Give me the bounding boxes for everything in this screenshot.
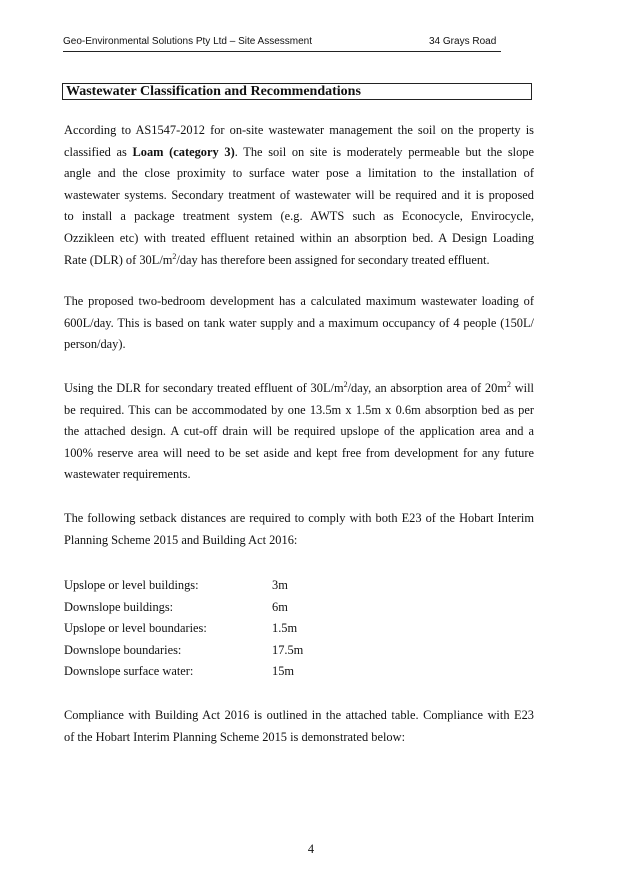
- setback-value: 3m: [272, 578, 288, 592]
- setback-label: Downslope buildings:: [64, 599, 174, 614]
- header-address: 34 Grays Road: [429, 36, 497, 47]
- page-number: 4: [307, 842, 315, 856]
- text-line: 600L/day. This is based on tank water supply and a maximum occupancy of 4 people (150L/: [64, 315, 534, 330]
- section-title: Wastewater Classification and Recommendations: [62, 83, 532, 100]
- setback-row: [64, 575, 464, 597]
- page-header: [63, 36, 501, 52]
- setback-list: [64, 575, 464, 683]
- text-line: 100% reserve area will need to be set aside and kept free from development for any future: [64, 445, 534, 460]
- text-line: Planning Scheme 2015 and Building Act 2016:: [64, 532, 298, 547]
- setback-value: 15m: [272, 664, 295, 679]
- setback-row: [64, 640, 464, 662]
- text-line: the attached design. A cut-off drain will be required upslope of the application area and a: [64, 424, 534, 439]
- text-line: be required. This can be accommodated by one 13.5m x 1.5m x 0.6m absorption bed as per: [64, 402, 534, 417]
- paragraph-soil-classification: [64, 120, 534, 271]
- setback-value: 6m: [272, 599, 288, 614]
- text-line: wastewater systems. Secondary treatment of wastewater will be required and it is proposed: [64, 187, 534, 202]
- header-company: Geo-Environmental Solutions Pty Ltd – Site Assessment: [63, 36, 313, 47]
- paragraph-absorption-area: [64, 378, 534, 486]
- setback-label: Upslope or level buildings:: [64, 578, 199, 592]
- text-line: angle and the close proximity to surface water pose a limitation to the installation of: [64, 166, 534, 181]
- text-line: to install a package treatment system (e.g. AWTS such as Econocycle, Envirocycle,: [64, 209, 534, 224]
- text-line: of the Hobart Interim Planning Scheme 2015 is demonstrated below:: [64, 729, 406, 744]
- setback-value: 1.5m: [272, 621, 298, 636]
- text-line: wastewater requirements.: [64, 467, 191, 482]
- text-line: classified as Loam (category 3). The soil on site is moderately permeable but the slope: [64, 144, 534, 159]
- setback-label: Upslope or level boundaries:: [64, 621, 207, 636]
- text-line: Compliance with Building Act 2016 is outlined in the attached table. Compliance with E23: [64, 708, 534, 722]
- text-line: The following setback distances are required to comply with both E23 of the Hobart Interim: [64, 511, 534, 525]
- text-line: person/day).: [64, 337, 126, 352]
- setback-label: Downslope boundaries:: [64, 642, 182, 657]
- setback-row: [64, 661, 464, 683]
- soil-category: Loam (category 3): [132, 144, 235, 159]
- setback-value: 17.5m: [272, 642, 304, 657]
- text-line: Using the DLR for secondary treated effluent of $30L/m^2$/day, an absorption area of $20m^2$ will: [64, 380, 534, 395]
- text-line: According to AS1547-2012 for on-site wastewater management the soil on the property is: [64, 123, 534, 137]
- text-line: Ozzikleen etc) with treated effluent retained within an absorption bed. A Design Loading: [64, 230, 534, 245]
- paragraph-setback-intro: [64, 508, 534, 551]
- paragraph-wastewater-loading: [64, 291, 534, 356]
- text-line: The proposed two-bedroom development has a calculated maximum wastewater loading of: [64, 294, 534, 308]
- setback-row: [64, 597, 464, 619]
- setback-label: Downslope surface water:: [64, 664, 194, 679]
- setback-row: [64, 618, 464, 640]
- text-line: Rate (DLR) of $30L/m^2$/day has therefore been assigned for secondary treated effluent.: [64, 251, 490, 267]
- paragraph-compliance: [64, 705, 534, 748]
